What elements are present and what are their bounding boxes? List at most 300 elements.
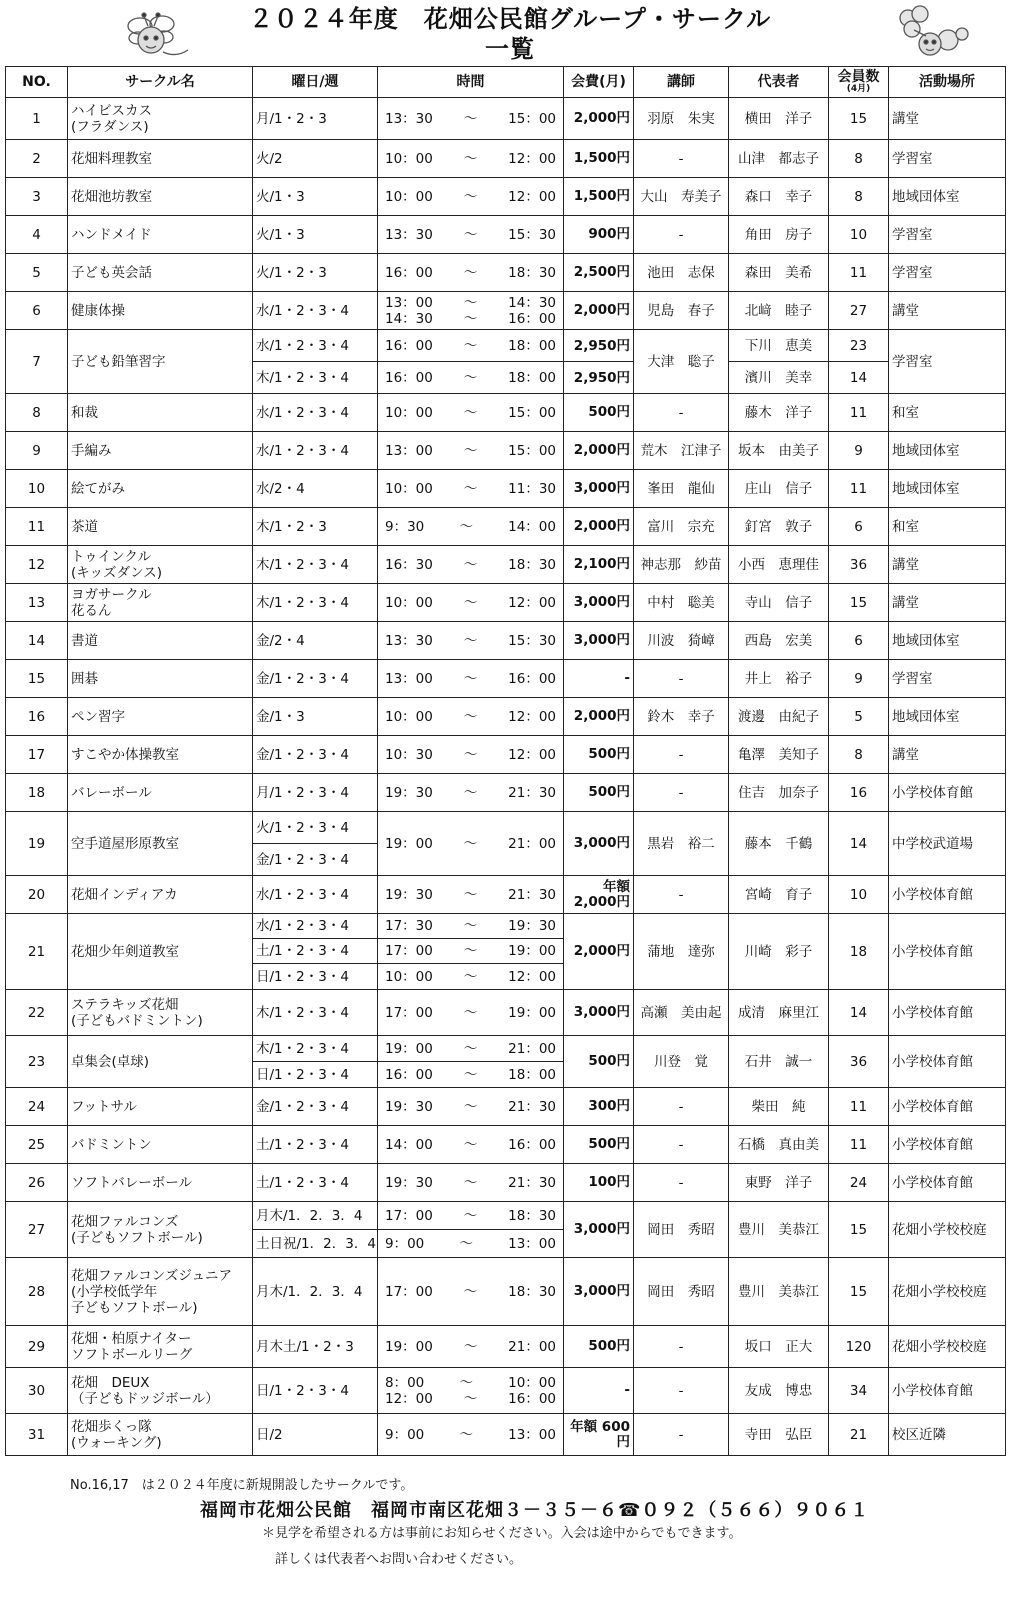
day-week: 水/1・2・3・4 <box>253 330 378 362</box>
time-cell <box>378 1088 564 1126</box>
time-cell <box>378 292 564 330</box>
time-cell <box>378 98 564 140</box>
time-cell <box>378 1368 564 1414</box>
fee: 500円 <box>564 1326 634 1368</box>
circle-name <box>68 914 253 990</box>
table-row <box>6 990 1006 1036</box>
time-cell <box>378 330 564 362</box>
time-cell <box>378 432 564 470</box>
circle-name <box>68 876 253 914</box>
fee: 500円 <box>564 394 634 432</box>
time-line <box>381 405 560 421</box>
time-end: 14：00 <box>508 518 556 535</box>
member-count: 23 <box>829 330 889 362</box>
circle-name-line: (子どもソフトボール) <box>71 1229 203 1246</box>
row-number: 26 <box>6 1164 68 1202</box>
day-week: 木/1・2・3 <box>253 508 378 546</box>
representative: 下川 恵美 <box>729 330 829 362</box>
activity-place: 学習室 <box>889 254 1006 292</box>
time-start: 19：30 <box>385 886 433 903</box>
day-week: 木/1・2・3・4 <box>253 990 378 1036</box>
time-line <box>381 1041 560 1057</box>
time-cell <box>378 660 564 698</box>
representative: 石橋 真由美 <box>729 1126 829 1164</box>
circle-name-line: 花畑料理教室 <box>71 150 152 167</box>
header-teacher: 講師 <box>634 67 729 98</box>
time-end: 18：30 <box>508 1283 556 1300</box>
time-start: 10：00 <box>385 150 433 167</box>
header-place: 活動場所 <box>889 67 1006 98</box>
row-number: 5 <box>6 254 68 292</box>
member-count: 8 <box>829 736 889 774</box>
row-number: 31 <box>6 1414 68 1456</box>
header-members <box>829 67 889 98</box>
representative: 釘宮 敦子 <box>729 508 829 546</box>
circle-name <box>68 1202 253 1258</box>
activity-place: 学習室 <box>889 216 1006 254</box>
time-start: 17：00 <box>385 1207 433 1224</box>
fee: 3,000円 <box>564 584 634 622</box>
time-end: 21：00 <box>508 835 556 852</box>
table-row <box>6 1368 1006 1414</box>
circle-name <box>68 330 253 394</box>
time-start: 19：30 <box>385 784 433 801</box>
time-sep: ～ <box>459 1235 473 1252</box>
representative: 横田 洋子 <box>729 98 829 140</box>
time-start: 16：00 <box>385 369 433 386</box>
circle-name-line: （子どもドッジボール） <box>71 1390 219 1407</box>
bee-illustration-icon <box>118 4 198 64</box>
teacher: 池田 志保 <box>634 254 729 292</box>
teacher: 大津 聡子 <box>634 330 729 394</box>
teacher: - <box>634 736 729 774</box>
time-line <box>381 1391 560 1407</box>
row-number: 16 <box>6 698 68 736</box>
time-cell <box>378 812 564 876</box>
member-count: 36 <box>829 546 889 584</box>
circle-name <box>68 178 253 216</box>
day-week: 日/1・2・3・4 <box>253 964 378 990</box>
time-lines <box>381 785 560 801</box>
table-row <box>6 292 1006 330</box>
time-line <box>381 918 560 934</box>
representative: 宮崎 育子 <box>729 876 829 914</box>
circle-name-line: (ウォーキング) <box>71 1434 162 1451</box>
representative: 寺山 信子 <box>729 584 829 622</box>
time-end: 21：30 <box>508 886 556 903</box>
time-lines <box>381 633 560 649</box>
circle-name-line: 花畑ファルコンズジュニア <box>71 1267 233 1284</box>
time-end: 15：30 <box>508 226 556 243</box>
circle-name-line: 絵てがみ <box>71 480 125 497</box>
time-end: 18：30 <box>508 556 556 573</box>
table-row <box>6 1258 1006 1326</box>
time-sep: ～ <box>463 1004 478 1021</box>
activity-place: 講堂 <box>889 546 1006 584</box>
time-end: 21：30 <box>508 1174 556 1191</box>
activity-place: 学習室 <box>889 660 1006 698</box>
circle-name-line: ハイビスカス <box>71 102 152 119</box>
time-line <box>381 311 560 327</box>
fee: 3,000円 <box>564 812 634 876</box>
time-end: 21：00 <box>508 1040 556 1057</box>
footer-organization: 福岡市花畑公民館 福岡市南区花畑３－３５－６☎０９２（５６６）９０６１ <box>200 1500 870 1521</box>
time-start: 9：30 <box>385 518 425 535</box>
time-start: 19：30 <box>385 1098 433 1115</box>
time-line <box>381 671 560 687</box>
row-number: 20 <box>6 876 68 914</box>
time-start: 13：00 <box>385 670 433 687</box>
row-number: 1 <box>6 98 68 140</box>
fee: 3,000円 <box>564 470 634 508</box>
teacher: 中村 聡美 <box>634 584 729 622</box>
time-line <box>381 887 560 903</box>
time-cell <box>378 140 564 178</box>
activity-place: 小学校体育館 <box>889 876 1006 914</box>
day-week: 土/1・2・3・4 <box>253 1126 378 1164</box>
circle-name-line: ソフトバレーボール <box>71 1174 192 1191</box>
day-week: 金/1・2・3・4 <box>253 1088 378 1126</box>
time-start: 17：00 <box>385 1283 433 1300</box>
time-sep: ～ <box>463 294 478 311</box>
day-week: 土/1・2・3・4 <box>253 939 378 964</box>
teacher: - <box>634 1326 729 1368</box>
teacher: - <box>634 394 729 432</box>
fee: 年額 600円 <box>564 1414 634 1456</box>
activity-place: 小学校体育館 <box>889 1368 1006 1414</box>
circle-name <box>68 1368 253 1414</box>
time-line <box>381 1099 560 1115</box>
day-week: 水/1・2・3・4 <box>253 394 378 432</box>
time-end: 15：00 <box>508 442 556 459</box>
table-row <box>6 812 1006 844</box>
representative: 成清 麻里江 <box>729 990 829 1036</box>
time-sep: ～ <box>463 337 478 354</box>
time-lines <box>381 1208 560 1224</box>
time-line <box>381 1175 560 1191</box>
day-week: 金/1・3 <box>253 698 378 736</box>
row-number: 29 <box>6 1326 68 1368</box>
table-row <box>6 914 1006 939</box>
time-end: 15：00 <box>508 404 556 421</box>
day-week: 火/1・2・3 <box>253 254 378 292</box>
activity-place: 地域団体室 <box>889 432 1006 470</box>
circle-name-line: 花畑少年剣道教室 <box>71 943 179 960</box>
time-line <box>381 481 560 497</box>
time-sep: ～ <box>463 369 478 386</box>
activity-place: 花畑小学校校庭 <box>889 1202 1006 1258</box>
time-start: 19：00 <box>385 1338 433 1355</box>
teacher: 鈴木 幸子 <box>634 698 729 736</box>
circle-name <box>68 1088 253 1126</box>
time-line <box>381 557 560 573</box>
fee: 500円 <box>564 1036 634 1088</box>
time-sep: ～ <box>463 188 478 205</box>
member-count: 18 <box>829 914 889 990</box>
member-count: 11 <box>829 1126 889 1164</box>
header-day: 曜日/週 <box>253 67 378 98</box>
circle-name-line: すこやか体操教室 <box>71 746 179 763</box>
time-line <box>381 370 560 386</box>
time-lines <box>381 887 560 903</box>
teacher: 黒岩 裕二 <box>634 812 729 876</box>
time-line <box>381 111 560 127</box>
representative: 友成 博忠 <box>729 1368 829 1414</box>
fee: - <box>564 1368 634 1414</box>
member-count: 14 <box>829 990 889 1036</box>
time-lines <box>381 227 560 243</box>
representative: 川崎 彩子 <box>729 914 829 990</box>
member-count: 5 <box>829 698 889 736</box>
day-week: 木/1・2・3・4 <box>253 362 378 394</box>
time-lines <box>381 1137 560 1153</box>
row-number: 6 <box>6 292 68 330</box>
day-week: 火/1・2・3・4 <box>253 812 378 844</box>
time-sep: ～ <box>463 708 478 725</box>
time-lines <box>381 151 560 167</box>
time-cell <box>378 254 564 292</box>
time-cell <box>378 774 564 812</box>
representative: 角田 房子 <box>729 216 829 254</box>
time-end: 12：00 <box>508 968 556 985</box>
header-fee: 会費(月) <box>564 67 634 98</box>
day-week: 月/1・2・3・4 <box>253 774 378 812</box>
table-row <box>6 216 1006 254</box>
time-line <box>381 189 560 205</box>
day-week: 日/1・2・3・4 <box>253 1062 378 1088</box>
time-cell <box>378 362 564 394</box>
day-week: 水/1・2・3・4 <box>253 914 378 939</box>
time-start: 17：30 <box>385 918 433 934</box>
teacher: 児島 春子 <box>634 292 729 330</box>
row-number: 25 <box>6 1126 68 1164</box>
time-sep: ～ <box>463 835 478 852</box>
time-line <box>381 836 560 852</box>
row-number: 13 <box>6 584 68 622</box>
circle-name <box>68 812 253 876</box>
circle-name-line: バレーボール <box>71 784 152 801</box>
circle-name <box>68 1126 253 1164</box>
table-row <box>6 1326 1006 1368</box>
header-time: 時間 <box>378 67 564 98</box>
time-line <box>381 295 560 311</box>
time-line <box>381 1137 560 1153</box>
time-sep: ～ <box>463 1098 478 1115</box>
member-count: 11 <box>829 394 889 432</box>
time-end: 19：00 <box>508 943 556 959</box>
table-row <box>6 584 1006 622</box>
representative: 豊川 美恭江 <box>729 1258 829 1326</box>
circle-name-line: フットサル <box>71 1098 137 1115</box>
member-count: 9 <box>829 660 889 698</box>
member-count: 34 <box>829 1368 889 1414</box>
time-end: 12：00 <box>508 708 556 725</box>
table-header-row <box>6 67 1006 98</box>
header-members-sub: (4月) <box>846 83 871 94</box>
time-sep: ～ <box>459 1374 473 1391</box>
time-end: 19：00 <box>508 1004 556 1021</box>
time-cell <box>378 546 564 584</box>
table-row <box>6 432 1006 470</box>
table-row <box>6 698 1006 736</box>
time-lines <box>381 519 560 535</box>
circle-name <box>68 736 253 774</box>
time-end: 12：00 <box>508 188 556 205</box>
footer-tip-contact: 詳しくは代表者へお問い合わせください。 <box>275 1552 523 1567</box>
representative: 寺田 弘臣 <box>729 1414 829 1456</box>
day-week: 火/2 <box>253 140 378 178</box>
circle-name-line: 手編み <box>71 442 112 459</box>
circle-table <box>5 66 1006 1456</box>
teacher: 神志那 紗苗 <box>634 546 729 584</box>
fee: 1,500円 <box>564 178 634 216</box>
member-count: 120 <box>829 1326 889 1368</box>
row-number: 15 <box>6 660 68 698</box>
representative: 庄山 信子 <box>729 470 829 508</box>
time-lines <box>381 443 560 459</box>
member-count: 15 <box>829 584 889 622</box>
activity-place: 小学校体育館 <box>889 1126 1006 1164</box>
time-start: 12：00 <box>385 1390 433 1407</box>
page-title-line1: ２０２４年度 花畑公民館グループ・サークル <box>248 5 772 33</box>
time-start: 16：00 <box>385 1066 433 1083</box>
activity-place: 講堂 <box>889 584 1006 622</box>
time-start: 10：00 <box>385 188 433 205</box>
activity-place: 和室 <box>889 508 1006 546</box>
time-line <box>381 1284 560 1300</box>
time-lines <box>381 1236 560 1252</box>
time-lines <box>381 1375 560 1407</box>
row-number: 2 <box>6 140 68 178</box>
activity-place: 学習室 <box>889 330 1006 394</box>
time-start: 10：00 <box>385 594 433 611</box>
time-cell <box>378 622 564 660</box>
circle-name <box>68 698 253 736</box>
row-number: 7 <box>6 330 68 394</box>
time-cell <box>378 990 564 1036</box>
fee: 2,000円 <box>564 914 634 990</box>
time-lines <box>381 189 560 205</box>
time-sep: ～ <box>463 264 478 281</box>
time-line <box>381 1005 560 1021</box>
fee: 2,000円 <box>564 508 634 546</box>
member-count: 14 <box>829 812 889 876</box>
circle-name <box>68 990 253 1036</box>
time-sep: ～ <box>463 556 478 573</box>
circle-name-line: 花畑 DEUX <box>71 1374 150 1391</box>
teacher: 富川 宗充 <box>634 508 729 546</box>
fee: 3,000円 <box>564 1258 634 1326</box>
time-cell <box>378 508 564 546</box>
activity-place: 学習室 <box>889 140 1006 178</box>
time-start: 16：00 <box>385 337 433 354</box>
circle-name-line: 子ども英会話 <box>71 264 152 281</box>
member-count: 11 <box>829 1088 889 1126</box>
time-sep: ～ <box>463 943 478 959</box>
time-line <box>381 1375 560 1391</box>
activity-place: 小学校体育館 <box>889 1088 1006 1126</box>
day-week: 水/2・4 <box>253 470 378 508</box>
row-number: 3 <box>6 178 68 216</box>
day-week: 土/1・2・3・4 <box>253 1164 378 1202</box>
circle-name-line: (フラダンス) <box>71 118 149 135</box>
representative: 石井 誠一 <box>729 1036 829 1088</box>
representative: 藤本 千鶴 <box>729 812 829 876</box>
time-line <box>381 1339 560 1355</box>
time-lines <box>381 265 560 281</box>
teacher: - <box>634 216 729 254</box>
time-end: 15：00 <box>508 110 556 127</box>
circle-name <box>68 660 253 698</box>
time-lines <box>381 595 560 611</box>
row-number: 11 <box>6 508 68 546</box>
time-end: 18：00 <box>508 1066 556 1083</box>
member-count: 16 <box>829 774 889 812</box>
footer-tip-visit: ＊見学を希望される方は事前にお知らせください。入会は途中からでもできます。 <box>262 1526 742 1541</box>
time-end: 19：30 <box>508 918 556 934</box>
time-cell <box>378 584 564 622</box>
time-sep: ～ <box>463 918 478 934</box>
table-row <box>6 1202 1006 1230</box>
fee: 2,000円 <box>564 292 634 330</box>
row-number: 22 <box>6 990 68 1036</box>
time-cell <box>378 394 564 432</box>
day-week: 月木/1．2．3．4 <box>253 1202 378 1230</box>
time-sep: ～ <box>463 442 478 459</box>
table-row <box>6 1164 1006 1202</box>
member-count: 14 <box>829 362 889 394</box>
table-row <box>6 660 1006 698</box>
time-cell <box>378 1414 564 1456</box>
day-week: 水/1・2・3・4 <box>253 432 378 470</box>
circle-name-line: 和裁 <box>71 404 98 421</box>
time-line <box>381 227 560 243</box>
circle-name <box>68 546 253 584</box>
row-number: 30 <box>6 1368 68 1414</box>
time-lines <box>381 338 560 354</box>
time-end: 16：00 <box>508 1136 556 1153</box>
circle-name <box>68 98 253 140</box>
time-end: 11：30 <box>508 480 556 497</box>
time-sep: ～ <box>463 1283 478 1300</box>
time-line <box>381 969 560 985</box>
fee: 2,000円 <box>564 432 634 470</box>
circle-name-line: トゥインクル <box>71 548 151 565</box>
circle-name-line: 子どもソフトボール) <box>71 1299 198 1316</box>
time-end: 12：00 <box>508 594 556 611</box>
time-line <box>381 1208 560 1224</box>
circle-name <box>68 140 253 178</box>
circle-name <box>68 1414 253 1456</box>
time-start: 13：30 <box>385 226 433 243</box>
member-count: 6 <box>829 622 889 660</box>
row-number: 4 <box>6 216 68 254</box>
time-start: 19：30 <box>385 1174 433 1191</box>
circle-name-line: 空手道屋形原教室 <box>71 835 179 852</box>
representative: 森口 幸子 <box>729 178 829 216</box>
row-number: 17 <box>6 736 68 774</box>
table-row <box>6 140 1006 178</box>
day-week: 月木土/1・2・3 <box>253 1326 378 1368</box>
member-count: 15 <box>829 1202 889 1258</box>
circle-name-line: 花畑池坊教室 <box>71 188 152 205</box>
table-row <box>6 622 1006 660</box>
time-start: 9：00 <box>385 1426 425 1443</box>
activity-place: 地域団体室 <box>889 698 1006 736</box>
table-row <box>6 470 1006 508</box>
member-count: 36 <box>829 1036 889 1088</box>
representative: 井上 裕子 <box>729 660 829 698</box>
